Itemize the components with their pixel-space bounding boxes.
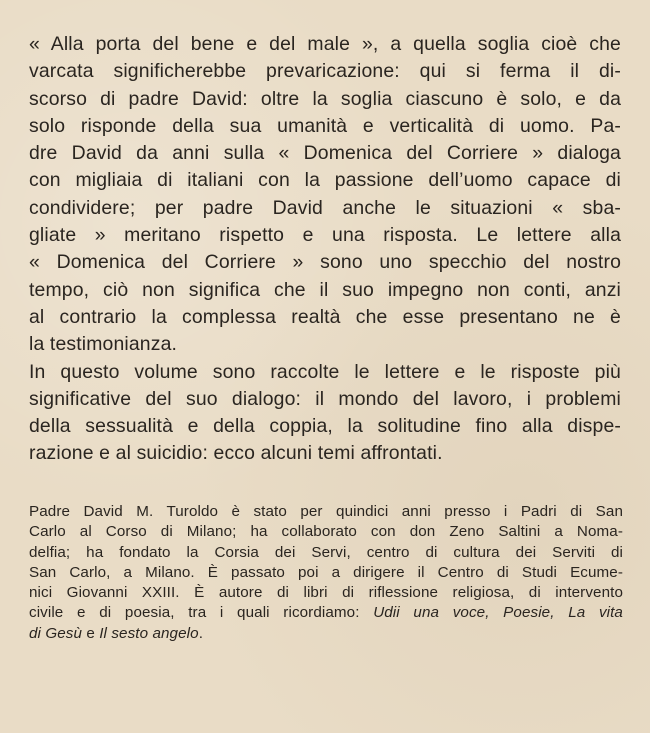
bio-last-line [29, 624, 623, 644]
bio-line: Carlo al Corso di Milano; ha collaborato con don Zeno Saltini a Noma- [29, 523, 623, 541]
blurb-line: dre David da anni sulla « Domenica del Corriere » dialoga [29, 142, 621, 165]
blurb-line: varcata significherebbe prevaricazione: qui si ferma il di- [29, 60, 621, 83]
blurb-line: « Alla porta del bene e del male », a quella soglia cioè che [29, 33, 621, 55]
blurb-line: significative del suo dialogo: il mondo del lavoro, i problemi [29, 387, 621, 410]
author-bio [29, 502, 623, 644]
blurb-line: scorso di padre David: oltre la soglia ciascuno è solo, e da [29, 87, 621, 110]
blurb-line: razione e al suicidio: ecco alcuni temi affrontati. [29, 442, 443, 465]
bio-line: delfia; ha fondato la Corsia dei Servi, centro di cultura dei Serviti di [29, 543, 623, 561]
blurb-text [29, 31, 621, 468]
blurb-line: con migliaia di italiani con la passione dell’uomo capace di [29, 169, 621, 192]
book-title: di Gesù [29, 624, 83, 642]
blurb-line: al contrario la complessa realtà che esse presentano ne è [29, 305, 621, 328]
blurb-line: della sessualità e della coppia, la solitudine fino alla dispe- [29, 415, 621, 438]
book-titles: Udii una voce, Poesie, La vita [373, 604, 623, 622]
blurb-line: gliate » meritano rispetto e una risposta. Le lettere alla [29, 224, 621, 247]
blurb-line: In questo volume sono raccolte le lettere e le risposte più [29, 360, 621, 383]
blurb-line: condividere; per padre David anche le situazioni « sba- [29, 196, 621, 219]
bio-line: Padre David M. Turoldo è stato per quindici anni presso i Padri di San [29, 503, 623, 520]
bio-line: nici Giovanni XXIII. È autore di libri di riflessione religiosa, di intervento [29, 584, 623, 602]
blurb-line: tempo, ciò non significa che il suo impegno non conti, anzi [29, 278, 621, 301]
bio-line: San Carlo, a Milano. È passato poi a dirigere il Centro di Studi Ecume- [29, 563, 623, 581]
bio-line-text: civile e di poesia, tra i quali ricordiamo: [29, 604, 374, 622]
book-title: Il sesto angelo [99, 624, 199, 642]
period: . [198, 624, 204, 642]
blurb-line: solo risponde della sua umanità e verticalità di uomo. Pa- [29, 114, 621, 137]
blurb-line: « Domenica del Corriere » sono uno specchio del nostro [29, 251, 621, 274]
blurb-line: la testimonianza. [29, 333, 178, 356]
conjunction: e [82, 624, 100, 642]
bio-line-with-titles [29, 603, 623, 623]
